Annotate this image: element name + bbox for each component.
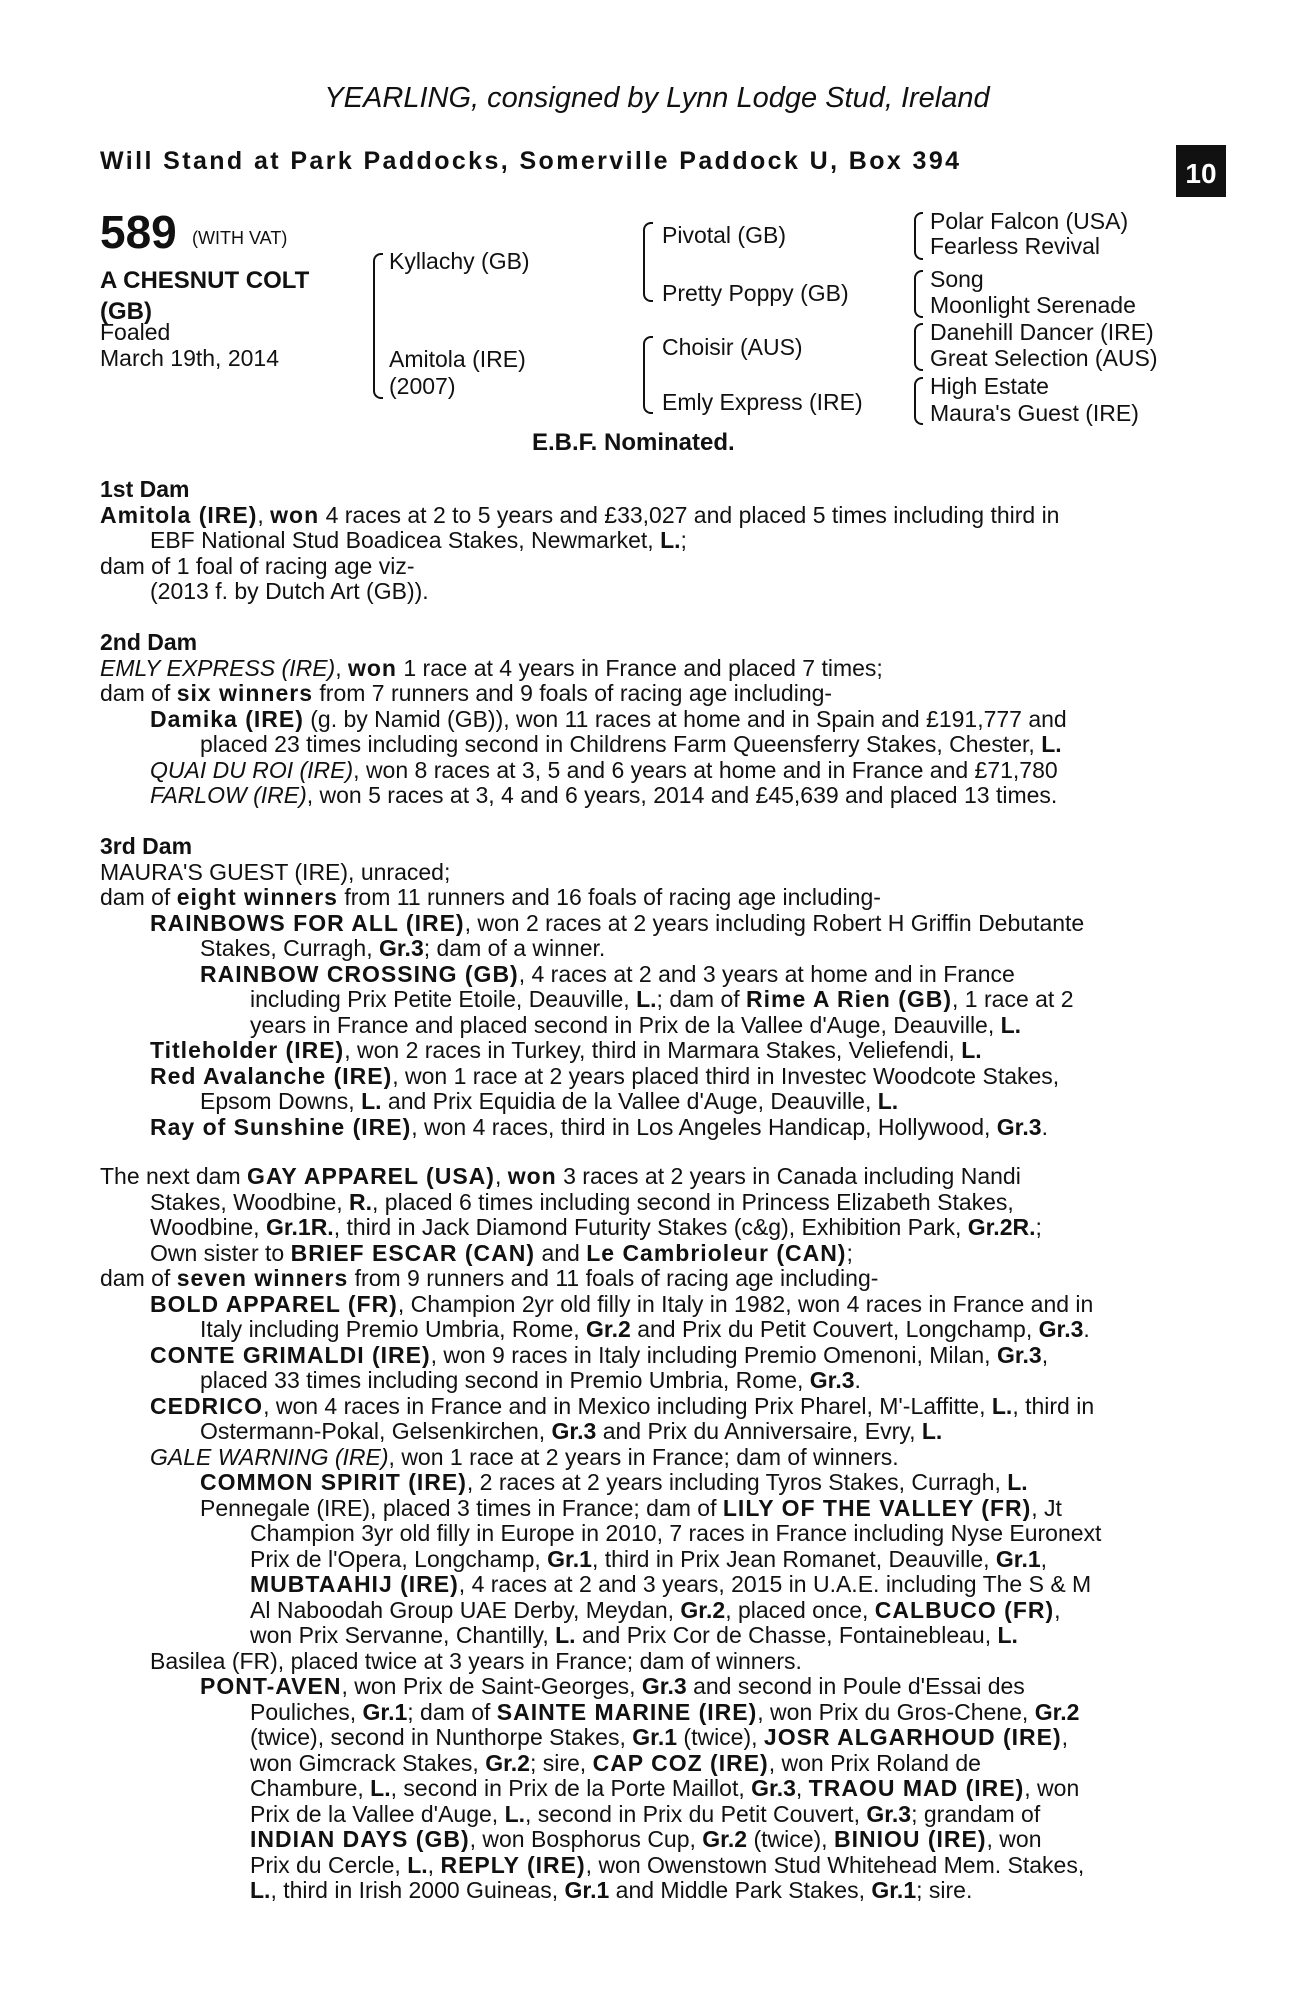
third-dam-line-9 — [100, 1064, 1208, 1090]
lot-number: 589 — [100, 206, 177, 258]
third-dam-line-5 — [100, 962, 1208, 988]
race-record: won Prix Servanne, Chantilly, — [250, 1622, 549, 1648]
brace-sire-dam — [373, 253, 383, 399]
group-marker: Gr.1 — [632, 1724, 678, 1750]
group-marker: Gr.1 — [871, 1877, 917, 1903]
horse-name: CONTE GRIMALDI (IRE) — [150, 1341, 431, 1368]
horse-name: INDIAN DAYS (GB) — [250, 1826, 470, 1852]
brace-g4 — [914, 377, 923, 425]
pedigree-ggs-3: Danehill Dancer (IRE) — [930, 319, 1154, 345]
listed-marker: L. — [1000, 1011, 1022, 1038]
group-marker: Gr.3 — [996, 1113, 1042, 1140]
race-record: Prix de la Vallee d'Auge, — [250, 1800, 499, 1827]
listed-marker: L. — [250, 1877, 271, 1903]
race-record: , won 4 races, third in Los Angeles Handicap, Hollywood, — [411, 1113, 991, 1140]
race-record: , 4 races at 2 and 3 years, 2015 in U.A.E. including The S & M — [458, 1571, 1092, 1597]
horse-name: REPLY (IRE) — [440, 1851, 586, 1878]
pedigree-ggd-3: Great Selection (AUS) — [930, 345, 1158, 371]
next-dam-line-20: Basilea (FR), placed twice at 3 years in France; dam of winners. — [150, 1647, 802, 1674]
horse-name: TRAOU MAD (IRE) — [808, 1775, 1025, 1801]
race-record: , won 4 races in France and in Mexico including Prix Pharel, M'-Laffitte, — [263, 1392, 986, 1419]
foaled-date: March 19th, 2014 — [100, 345, 280, 371]
won-marker: won — [347, 654, 397, 681]
race-record: , won 2 races in Turkey, third in Marmara Stakes, Veliefendi, — [344, 1037, 955, 1063]
pedigree-ggd-2: Moonlight Serenade — [930, 292, 1136, 318]
group-marker: Gr.3 — [809, 1367, 855, 1393]
race-record: , Jt — [1031, 1494, 1062, 1521]
race-record: Prix du Cercle, — [250, 1851, 401, 1878]
race-record: ; sire. — [916, 1877, 973, 1903]
race-record: EBF National Stud Boadicea Stakes, Newmarket, — [150, 527, 654, 553]
group-marker: Gr.2 — [586, 1316, 631, 1342]
restricted-marker: R. — [349, 1188, 373, 1215]
third-dam-line-11 — [100, 1115, 1208, 1141]
next-dam-line-8: CONTE GRIMALDI (IRE), won 9 races in Italy including Premio Omenoni, Milan, Gr.3, — [150, 1341, 1049, 1368]
race-record: , won 9 races in Italy including Premio Omenoni, Milan, — [430, 1341, 991, 1368]
punct: ; — [680, 527, 687, 553]
race-record: Pouliches, — [250, 1698, 357, 1725]
listed-marker: L. — [555, 1622, 576, 1648]
race-record: Stakes, Curragh, — [200, 935, 373, 961]
listed-marker: L. — [961, 1037, 982, 1063]
first-dam-line-3: dam of 1 foal of racing age viz- — [100, 552, 415, 579]
second-dam-line-4 — [100, 732, 1208, 758]
pedigree-ggd-4: Maura's Guest (IRE) — [930, 400, 1139, 426]
group-marker: Gr.1 — [995, 1545, 1041, 1572]
race-record: and Prix du Petit Couvert, Longchamp, — [637, 1316, 1033, 1342]
punct: ; — [846, 1239, 853, 1266]
race-record: placed 23 times including second in Childrens Farm Queensferry Stakes, Chester, — [200, 731, 1035, 757]
race-record: and Prix Cor de Chasse, Fontainebleau, — [581, 1622, 992, 1648]
next-dam-line-11 — [100, 1419, 1208, 1445]
race-record: , 2 races at 2 years including Tyros Stakes, Curragh, — [466, 1469, 1001, 1495]
first-dam-line-4: (2013 f. by Dutch Art (GB)). — [150, 578, 429, 604]
next-dam-line-5 — [100, 1266, 1208, 1292]
race-record: , 4 races at 2 and 3 years at home and in France — [518, 960, 1015, 987]
listed-marker: L. — [877, 1088, 899, 1114]
race-record: (twice), second in Nunthorpe Stakes, — [250, 1724, 626, 1750]
brace-g1 — [914, 212, 923, 260]
lot-description: A CHESNUT COLT (GB) — [100, 267, 310, 325]
brace-g2 — [914, 270, 923, 318]
race-record: , third in Jack Diamond Futurity Stakes (c&g), Exhibition Park, — [333, 1214, 962, 1240]
ebf-nominated: E.B.F. Nominated. — [532, 429, 735, 456]
horse-name: Le Cambrioleur (CAN) — [586, 1239, 847, 1266]
next-dam-line-13 — [100, 1470, 1208, 1496]
second-dam-line-2 — [100, 681, 1208, 707]
second-dam-line-1: EMLY EXPRESS (IRE), won 1 race at 4 years in France and placed 7 times; — [100, 654, 883, 681]
winner-count: seven winners — [176, 1265, 349, 1291]
listed-marker: L. — [991, 1392, 1013, 1419]
race-record: , placed once, — [725, 1596, 869, 1623]
listed-marker: L. — [636, 986, 657, 1012]
horse-name: CAP COZ (IRE) — [592, 1749, 769, 1776]
third-dam-line-6 — [100, 987, 1208, 1013]
third-dam-title: 3rd Dam — [100, 833, 193, 859]
next-dam-section — [100, 1164, 1208, 1904]
listed-marker: L. — [1007, 1469, 1028, 1495]
second-dam-title: 2nd Dam — [100, 629, 198, 655]
race-record: , placed 6 times including second in Princess Elizabeth Stakes, — [372, 1188, 1014, 1215]
pedigree-ggs-2: Song — [930, 266, 984, 292]
race-record: (twice), — [683, 1724, 758, 1750]
race-record: , second in Prix du Petit Couvert, — [525, 1800, 860, 1827]
next-dam-line-9: placed 33 times including second in Premio Umbria, Rome, Gr.3. — [200, 1367, 861, 1393]
next-dam-line-12 — [100, 1445, 1208, 1471]
next-dam-line-27 — [100, 1827, 1208, 1853]
horse-name: COMMON SPIRIT (IRE) — [200, 1469, 467, 1495]
second-dam-line-6 — [100, 783, 1208, 809]
winner-count: eight winners — [176, 884, 338, 910]
horse-name: Rime A Rien (GB) — [746, 986, 953, 1012]
horse-name: CEDRICO — [150, 1392, 264, 1419]
race-record: ; grandam of — [911, 1800, 1041, 1827]
text: dam of — [100, 680, 171, 706]
race-record: , won 5 races at 3, 4 and 6 years, 2014 and £45,639 and placed 13 times. — [306, 782, 1058, 808]
text: The next dam — [100, 1163, 241, 1189]
listed-marker: L. — [407, 1851, 428, 1878]
group-marker: Gr.2 — [702, 1826, 748, 1852]
listed-marker: L. — [361, 1088, 382, 1114]
listed-marker: L. — [370, 1775, 391, 1801]
horse-name: Damika (IRE) — [150, 705, 304, 732]
pedigree-dam-year: (2007) — [389, 373, 456, 399]
group-marker: Gr.1R. — [265, 1214, 334, 1240]
winner-count: six winners — [176, 680, 313, 706]
race-record: , won 8 races at 3, 5 and 6 years at home and in France and £71,780 — [353, 756, 1058, 783]
race-record: , won Owenstown Stud Whitehead Mem. Stakes, — [585, 1851, 1085, 1878]
horse-name: JOSR ALGARHOUD (IRE) — [763, 1724, 1062, 1750]
race-record: Italy including Premio Umbria, Rome, — [200, 1316, 580, 1342]
horse-name: SAINTE MARINE (IRE) — [496, 1698, 758, 1725]
race-record: ; sire, — [529, 1749, 587, 1776]
horse-name: PONT-AVEN — [200, 1673, 342, 1699]
punct: , — [1061, 1724, 1069, 1750]
group-marker: Gr.2 — [485, 1749, 530, 1776]
race-record: , won — [986, 1826, 1042, 1852]
group-marker: Gr.3 — [996, 1341, 1042, 1368]
next-dam-line-1: The next dam GAY APPAREL (USA), won 3 races at 2 years in Canada including Nandi — [100, 1163, 1021, 1189]
second-dam-line-5 — [100, 758, 1208, 784]
code-number: 10 — [1185, 158, 1217, 189]
text: from 7 runners and 9 foals of racing age including- — [319, 680, 833, 706]
next-dam-line-23 — [100, 1725, 1208, 1751]
race-record: Ostermann-Pokal, Gelsenkirchen, — [200, 1418, 546, 1444]
third-dam-line-2 — [100, 885, 1208, 911]
group-marker: Gr.2 — [680, 1596, 726, 1623]
race-record: ; dam of — [656, 986, 740, 1012]
group-marker: Gr.3 — [378, 935, 424, 961]
group-marker: Gr.3 — [1038, 1316, 1084, 1342]
text: Own sister to — [150, 1239, 285, 1266]
next-dam-line-4 — [100, 1241, 1208, 1267]
text: dam of — [100, 1265, 171, 1291]
next-dam-line-16: Prix de l'Opera, Longchamp, Gr.1, third in Prix Jean Romanet, Deauville, Gr.1, — [250, 1545, 1048, 1572]
race-record: , won Prix de Saint-Georges, — [341, 1673, 636, 1699]
group-marker: Gr.3 — [641, 1673, 687, 1699]
horse-name: BRIEF ESCAR (CAN) — [290, 1239, 536, 1266]
group-marker: Gr.1 — [547, 1545, 592, 1572]
listed-marker: L. — [660, 527, 681, 553]
listed-marker: L. — [1041, 731, 1062, 757]
race-record: 3 races at 2 years in Canada including Nandi — [563, 1163, 1021, 1189]
race-record: and Prix Equidia de la Vallee d'Auge, Deauville, — [387, 1088, 872, 1114]
next-dam-line-26 — [100, 1802, 1208, 1828]
next-dam-line-24 — [100, 1751, 1208, 1777]
race-record: won Gimcrack Stakes, — [250, 1749, 479, 1776]
horse-name: Ray of Sunshine (IRE) — [150, 1113, 412, 1140]
brace-dam-side — [643, 336, 653, 414]
pedigree-sire: Kyllachy (GB) — [389, 248, 530, 274]
pedigree-dam: Amitola (IRE) — [389, 346, 526, 372]
horse-name: RAINBOW CROSSING (GB) — [200, 960, 519, 987]
horse-name: Titleholder (IRE) — [150, 1037, 345, 1063]
next-dam-line-22 — [100, 1700, 1208, 1726]
group-marker: Gr.3 — [751, 1775, 796, 1801]
third-dam-line-8 — [100, 1038, 1208, 1064]
third-dam-section — [100, 834, 1208, 1140]
group-marker: Gr.1 — [564, 1877, 610, 1903]
group-marker: Gr.1 — [362, 1698, 408, 1725]
next-dam-line-18: Al Naboodah Group UAE Derby, Meydan, Gr.2, placed once, CALBUCO (FR), — [250, 1596, 1061, 1623]
pedigree-ggs-4: High Estate — [930, 373, 1049, 399]
first-dam-line-1: Amitola (IRE), won 4 races at 2 to 5 years and £33,027 and placed 5 times including third in — [100, 501, 1060, 528]
third-dam-line-1: MAURA'S GUEST (IRE), unraced; — [100, 858, 451, 885]
next-dam-line-28: Prix du Cercle, L., REPLY (IRE), won Owenstown Stud Whitehead Mem. Stakes, — [250, 1851, 1085, 1878]
stand-location: Will Stand at Park Paddocks, Somerville Paddock U, Box 394 — [100, 147, 962, 175]
next-dam-line-3 — [100, 1215, 1208, 1241]
code-plus: + — [1179, 131, 1189, 148]
consignment-heading: YEARLING, consigned by Lynn Lodge Stud, Ireland — [324, 82, 990, 114]
race-record: , third in Irish 2000 Guineas, — [270, 1877, 559, 1903]
horse-name: QUAI DU ROI (IRE) — [150, 756, 354, 783]
punct: ; — [1035, 1214, 1042, 1240]
brace-sire-side — [643, 222, 653, 302]
pedigree-dam-sire: Choisir (AUS) — [662, 334, 803, 360]
text: and — [541, 1239, 580, 1266]
first-dam-section — [100, 477, 1208, 605]
next-dam-line-7: Italy including Premio Umbria, Rome, Gr.2 and Prix du Petit Couvert, Longchamp, Gr.3. — [200, 1316, 1090, 1342]
third-dam-line-10 — [100, 1089, 1208, 1115]
pedigree-dam-dam: Emly Express (IRE) — [662, 389, 863, 415]
race-record: , won Prix Roland de — [768, 1749, 981, 1776]
next-dam-line-10 — [100, 1394, 1208, 1420]
race-record: , won Prix du Gros-Chene, — [757, 1698, 1029, 1725]
race-record: Stakes, Woodbine, — [150, 1188, 343, 1215]
race-record: , 1 race at 2 — [952, 986, 1074, 1012]
next-dam-line-6 — [100, 1292, 1208, 1318]
group-marker: Gr.2 — [1034, 1698, 1080, 1725]
listed-marker: L. — [921, 1418, 943, 1444]
horse-name: EMLY EXPRESS (IRE) — [100, 654, 336, 681]
race-record: Al Naboodah Group UAE Derby, Meydan, — [250, 1596, 675, 1623]
punct: . — [1041, 1113, 1048, 1140]
race-record: and Prix du Anniversaire, Evry, — [602, 1418, 916, 1444]
won-marker: won — [507, 1163, 557, 1189]
listed-marker: L. — [504, 1800, 526, 1827]
race-record: , won 2 races at 2 years including Robert H Griffin Debutante — [464, 909, 1085, 936]
race-record: , won Bosphorus Cup, — [469, 1826, 696, 1852]
text: from 11 runners and 16 foals of racing age including- — [344, 884, 881, 910]
pedigree-sire-dam: Pretty Poppy (GB) — [662, 280, 849, 306]
second-dam-section — [100, 630, 1208, 809]
race-record: , won 1 race at 2 years in France; dam of winners. — [388, 1443, 899, 1470]
race-record: , third in Prix Jean Romanet, Deauville, — [591, 1545, 990, 1572]
race-record: , won — [1024, 1775, 1080, 1801]
code-badge — [1176, 131, 1226, 197]
group-marker: Gr.3 — [866, 1800, 912, 1827]
race-record: (g. by Namid (GB)), won 11 races at home and in Spain and £191,777 and — [310, 705, 1067, 732]
next-dam-line-15: Champion 3yr old filly in Europe in 2010, 7 races in France including Nyse Euronext — [250, 1520, 1102, 1546]
third-dam-line-4 — [100, 936, 1208, 962]
won-marker: won — [270, 501, 320, 528]
next-dam-line-17 — [100, 1572, 1208, 1598]
pedigree-sire-sire: Pivotal (GB) — [662, 222, 786, 248]
horse-name: BOLD APPAREL (FR) — [150, 1290, 398, 1317]
text: from 9 runners and 11 foals of racing age including- — [354, 1265, 879, 1291]
race-record: Pennegale (IRE), placed 3 times in France; dam of — [200, 1494, 717, 1521]
pedigree-ggs-1: Polar Falcon (USA) — [930, 208, 1129, 234]
next-dam-line-14 — [100, 1496, 1208, 1522]
horse-name: GAY APPAREL (USA) — [247, 1163, 495, 1189]
group-marker: Gr.3 — [551, 1418, 597, 1444]
race-record: ; dam of — [407, 1698, 491, 1725]
race-record: ; dam of a winner. — [423, 935, 606, 961]
race-record: , second in Prix de la Porte Maillot, — [390, 1775, 745, 1801]
race-record: Chambure, — [250, 1775, 364, 1801]
third-dam-line-3 — [100, 911, 1208, 937]
race-record: , Champion 2yr old filly in Italy in 1982, won 4 races in France and in — [397, 1290, 1094, 1317]
first-dam-line-2 — [100, 528, 1208, 554]
horse-name: MUBTAAHIJ (IRE) — [250, 1571, 459, 1597]
horse-name: LILY OF THE VALLEY (FR) — [722, 1494, 1032, 1521]
next-dam-line-2 — [100, 1190, 1208, 1216]
race-record: (twice), — [753, 1826, 828, 1852]
brace-g3 — [914, 323, 923, 371]
race-record: Prix de l'Opera, Longchamp, — [250, 1545, 541, 1572]
horse-name: Amitola (IRE) — [100, 501, 258, 528]
race-record: and second in Poule d'Essai des — [693, 1673, 1025, 1699]
race-record: placed 33 times including second in Premio Umbria, Rome, — [200, 1367, 804, 1393]
listed-marker: L. — [997, 1622, 1018, 1648]
second-dam-line-3 — [100, 707, 1208, 733]
pedigree-ggd-1: Fearless Revival — [930, 233, 1100, 259]
race-record: including Prix Petite Etoile, Deauville, — [250, 986, 630, 1012]
horse-name: GALE WARNING (IRE) — [150, 1443, 389, 1470]
race-record: , won 1 race at 2 years placed third in Investec Woodcote Stakes, — [392, 1062, 1060, 1089]
horse-name: Red Avalanche (IRE) — [150, 1062, 393, 1089]
next-dam-line-21 — [100, 1674, 1208, 1700]
horse-name: RAINBOWS FOR ALL (IRE) — [150, 909, 465, 936]
group-marker: Gr.2R. — [967, 1214, 1036, 1240]
horse-name: BINIOU (IRE) — [833, 1826, 987, 1852]
race-record: Woodbine, — [150, 1214, 260, 1240]
lot-vat: (WITH VAT) — [192, 228, 288, 248]
horse-name: CALBUCO (FR) — [874, 1596, 1055, 1623]
third-dam-line-7 — [100, 1013, 1208, 1039]
text: dam of — [100, 884, 171, 910]
first-dam-title: 1st Dam — [100, 476, 190, 502]
next-dam-line-19 — [100, 1623, 1208, 1649]
race-record: , third in — [1012, 1392, 1095, 1419]
foaled-label: Foaled — [100, 319, 171, 345]
horse-name: FARLOW (IRE) — [150, 782, 307, 808]
race-record: Epsom Downs, — [200, 1088, 355, 1114]
race-record: 1 race at 4 years in France and placed 7 times; — [403, 654, 883, 681]
race-record: years in France and placed second in Prix de la Vallee d'Auge, Deauville, — [250, 1011, 995, 1038]
race-record: and Middle Park Stakes, — [615, 1877, 865, 1903]
race-record: 4 races at 2 to 5 years and £33,027 and placed 5 times including third in — [325, 501, 1060, 528]
next-dam-line-29 — [100, 1878, 1208, 1904]
next-dam-line-25: Chambure, L., second in Prix de la Porte Maillot, Gr.3, TRAOU MAD (IRE), won — [250, 1775, 1080, 1801]
